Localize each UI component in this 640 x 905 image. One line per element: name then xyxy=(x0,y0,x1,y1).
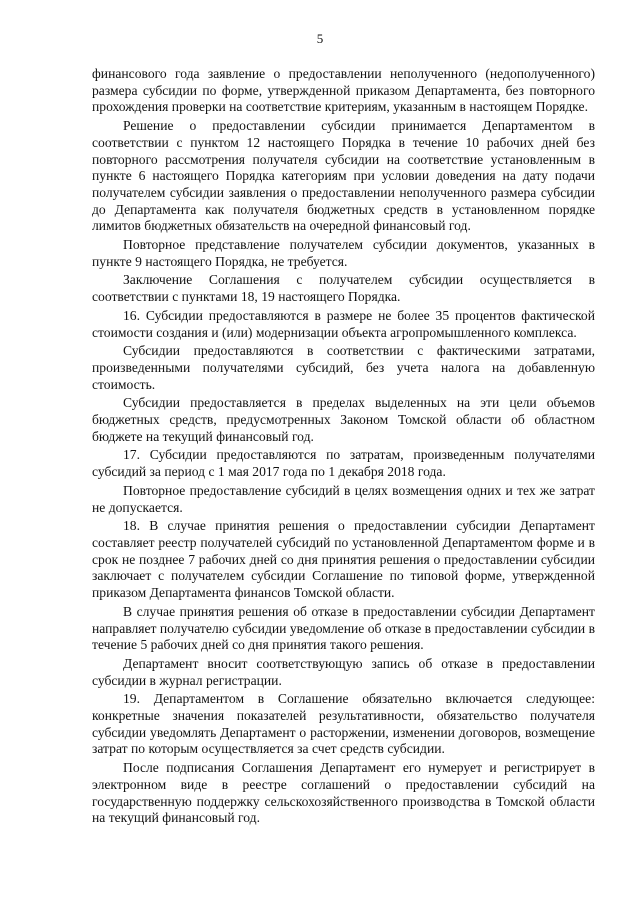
paragraph-item-17: 17. Субсидии предоставляются по затратам, произведенным получателями субсидий за период с 1 мая 2017 года по 1 декабря 2018 года. xyxy=(92,447,595,480)
paragraph: В случае принятия решения об отказе в предоставлении субсидии Департамент направляет получателю субсидии уведомление об отказе в предоставлении субсидии в течение 5 рабочих дней со дня принятия такого решения. xyxy=(92,603,595,653)
paragraph-item-16: 16. Субсидии предоставляются в размере не более 35 процентов фактической стоимости создания и (или) модернизации объекта агропромышленного комплекса. xyxy=(92,307,595,340)
paragraph: Субсидии предоставляется в пределах выделенных на эти цели объемов бюджетных средств, предусмотренных Законом Томской области об областном бюджете на текущий финансовый год. xyxy=(92,395,595,444)
paragraph: Повторное предоставление субсидий в целях возмещения одних и тех же затрат не допускается. xyxy=(92,482,595,515)
document-body xyxy=(92,66,595,829)
page-number: 5 xyxy=(316,31,324,46)
paragraph-item-19: 19. Департаментом в Соглашение обязательно включается следующее: конкретные значения показателей результативности, обязательство получателя субсидии уведомлять Департамент о расторжении, изменении договоров, возмещение затрат по которым осуществляется за счет средств субсидии. xyxy=(92,691,595,757)
paragraph: Департамент вносит соответствующую запись об отказе в предоставлении субсидии в журнал регистрации. xyxy=(92,655,595,688)
paragraph: После подписания Соглашения Департамент его нумерует и регистрирует в электронном виде в реестре соглашений о предоставлении субсидий на государственную поддержку сельскохозяйственного производства в Томской области на текущий финансовый год. xyxy=(92,760,595,826)
paragraph-continuation: финансового года заявление о предоставлении неполученного (недополученного) размера субсидии по форме, утвержденной приказом Департамента, без повторного прохождения проверки на соответствие критериям, указанным в настоящем Порядке. xyxy=(92,66,595,115)
paragraph: Субсидии предоставляются в соответствии с фактическими затратами, произведенными получателями субсидий, без учета налога на добавленную стоимость. xyxy=(92,343,595,392)
paragraph: Повторное представление получателем субсидии документов, указанных в пункте 9 настоящего Порядка, не требуется. xyxy=(92,237,595,269)
paragraph: Заключение Соглашения с получателем субсидии осуществляется в соответствии с пунктами 18, 19 настоящего Порядка. xyxy=(92,272,595,305)
paragraph-item-18: 18. В случае принятия решения о предоставлении субсидии Департамент составляет реестр получателей субсидий по установленной Департаментом форме и в срок не позднее 7 рабочих дней со дня принятия решения о предоставлении субсидии заключает с получателем субсидии Соглашение по типовой форме, утвержденной приказом Департамента финансов Томской области. xyxy=(92,518,595,601)
paragraph: Решение о предоставлении субсидии принимается Департаментом в соответствии с пунктом 12 настоящего Порядка в течение 10 рабочих дней без повторного рассмотрения получателя субсидии на соответствие установленным в пункте 6 настоящего Порядка категориям при условии доведения на дату подачи получателем субсидии заявления о предоставлении неполученного размера субсидии до Департамента как получателя бюджетных средств в установленном порядке лимитов бюджетных обязательств на очередной финансовый год. xyxy=(92,118,595,234)
